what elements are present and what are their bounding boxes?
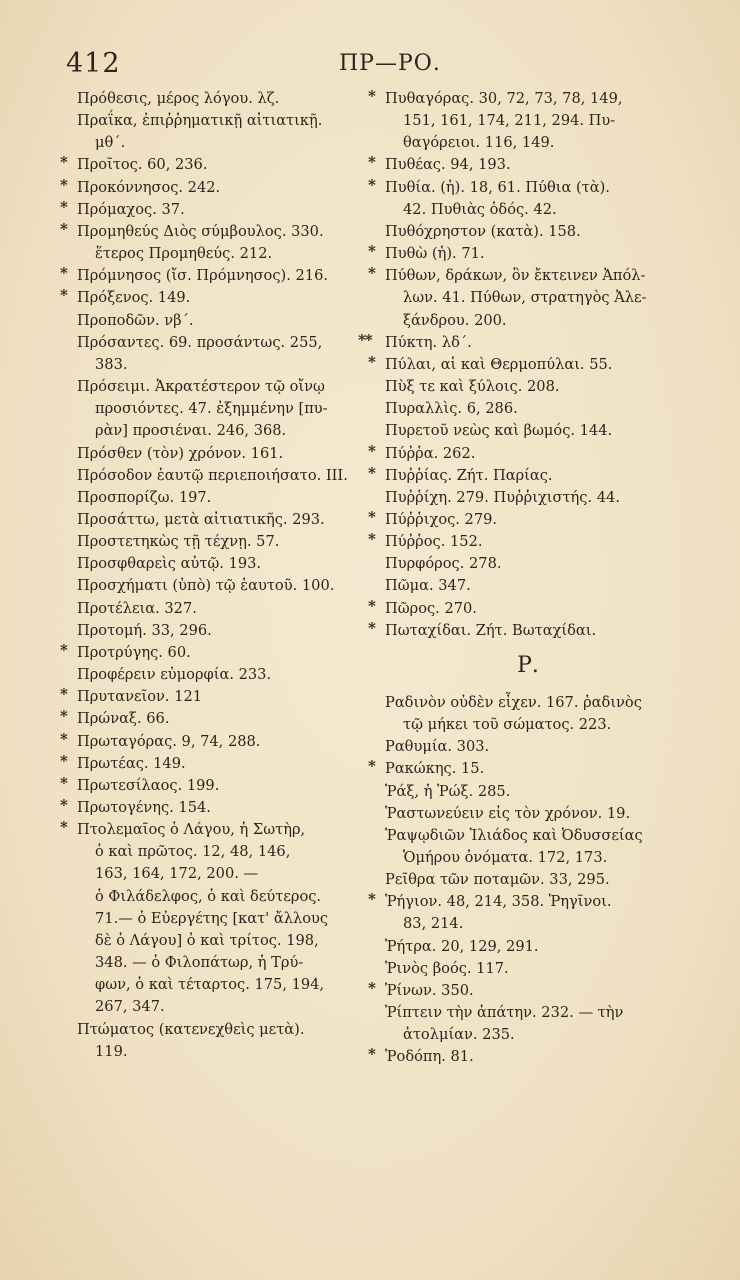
entry-headword-line: Πυθὼ (ἡ). 71.: [385, 245, 485, 263]
index-entry: [368, 265, 688, 331]
entry-headword-line: Πτολεμαῖος ὁ Λάγου, ἡ Σωτὴρ,: [77, 821, 306, 839]
entry-headword-line: Πρόθεσις, μέρος λόγου. λζ.: [77, 90, 280, 107]
asterisk-marker: *: [368, 242, 376, 261]
entry-headword-line: Προτρύγης. 60.: [77, 643, 191, 661]
index-entry: [358, 330, 688, 354]
index-entry: [368, 1046, 688, 1068]
entry-continuation-line: ξάνδρου. 200.: [403, 311, 507, 329]
entry-headword-line: Προμηθεύς Διὸς σύμβουλος. 330.: [77, 222, 324, 240]
entry-headword-line: Πυρετοῦ νεὼς καὶ βωμός. 144.: [385, 422, 613, 440]
entry-headword-line: Ῥαστωνεύειν εἰς τὸν χρόνον. 19.: [385, 804, 631, 822]
index-entry: [60, 664, 360, 686]
entry-headword-line: Πρόσαντες. 69. προσάντως. 255,: [77, 333, 323, 351]
asterisk-marker: *: [60, 153, 68, 172]
index-entry: [368, 1002, 688, 1046]
asterisk-marker: *: [60, 219, 68, 238]
asterisk-marker: *: [368, 1045, 376, 1064]
asterisk-marker: *: [60, 197, 68, 216]
entry-headword-line: Πυθέας. 94, 193.: [385, 156, 511, 174]
entry-continuation-line: τῷ μήκει τοῦ σώματος. 223.: [403, 716, 612, 734]
entry-headword-line: Πρωταγόρας. 9, 74, 288.: [77, 732, 261, 750]
running-head: ΠΡ—ΡΟ.: [339, 51, 441, 76]
index-entry: [368, 958, 688, 980]
index-entry: [60, 376, 360, 442]
index-entry: [60, 620, 360, 642]
asterisk-marker: *: [368, 596, 376, 615]
index-entry: [60, 110, 360, 154]
index-entry: [368, 758, 688, 780]
entry-continuation-line: 71.— ὁ Εὐεργέτης [κατ' ἄλλους: [95, 909, 329, 927]
entry-headword-line: Πρόξενος. 149.: [77, 289, 191, 307]
index-entry: [60, 177, 360, 199]
index-entry: [368, 487, 688, 509]
index-entry: [368, 781, 688, 803]
index-entry: [368, 736, 688, 758]
index-entry: [60, 598, 360, 620]
entry-headword-line: Πτώματος (κατενεχθεὶς μετὰ).: [77, 1020, 305, 1038]
entry-headword-line: Πρόσειμι. Ἀκρατέστερον τῷ οἴνῳ: [77, 378, 325, 396]
entry-headword-line: Πύλαι, αἱ καὶ Θερμοπύλαι. 55.: [385, 355, 613, 373]
asterisk-marker: *: [60, 640, 68, 659]
entry-headword-line: Ῥάξ, ἡ Ῥώξ. 285.: [385, 782, 511, 800]
index-entry: [368, 553, 688, 575]
index-entry: [60, 199, 360, 221]
index-entry: [368, 243, 688, 265]
index-entry: [368, 509, 688, 531]
index-entry: [60, 731, 360, 753]
entry-continuation-line: 267, 347.: [95, 998, 165, 1016]
asterisk-marker: *: [368, 618, 376, 637]
index-entry: [368, 177, 688, 221]
index-entry: [60, 154, 360, 176]
index-column-left: [60, 88, 360, 1063]
entry-headword-line: Πρωτογένης. 154.: [77, 799, 211, 816]
index-entry: [368, 465, 688, 487]
index-entry: [60, 642, 360, 664]
index-entry: [368, 221, 688, 243]
entry-headword-line: Προποδῶν. νβ΄.: [77, 311, 194, 329]
index-entry: [60, 553, 360, 575]
entry-headword-line: Ῥίνων. 350.: [385, 981, 474, 999]
index-entry: [60, 332, 360, 376]
entry-continuation-line: ἕτερος Προμηθεύς. 212.: [95, 245, 273, 263]
entry-headword-line: Προκόννησος. 242.: [77, 178, 221, 196]
entry-headword-line: Ῥοδόπη. 81.: [385, 1048, 474, 1066]
entry-headword-line: Πῶμα. 347.: [385, 577, 471, 595]
index-entry: [60, 1019, 360, 1063]
entry-headword-line: Ραδινὸν οὐδὲν εἶχεν. 167. ῥαδινὸς: [385, 693, 642, 711]
index-entry: [368, 620, 688, 642]
index-entry: [368, 869, 688, 891]
index-entry: [60, 265, 360, 287]
entry-headword-line: Πυθαγόρας. 30, 72, 73, 78, 149,: [385, 90, 623, 107]
index-entry: [60, 465, 360, 487]
entry-headword-line: Ραθυμία. 303.: [385, 738, 490, 756]
asterisk-marker: *: [60, 773, 68, 792]
entry-headword-line: Πύθων, δράκων, ὃν ἔκτεινεν Ἀπόλ-: [385, 267, 646, 285]
entry-headword-line: Πρυτανεῖον. 121: [77, 688, 203, 706]
entry-headword-line: Πρωτεσίλαος. 199.: [77, 776, 220, 794]
section-heading: Ρ.: [517, 652, 539, 678]
asterisk-marker: *: [60, 175, 68, 194]
entry-continuation-line: μθ΄.: [95, 134, 126, 152]
index-entry: [368, 376, 688, 398]
entry-headword-line: Προστετηκὼς τῇ τέχνῃ. 57.: [77, 533, 280, 551]
entry-headword-line: Ῥήγιον. 48, 214, 358. Ῥηγῖνοι.: [385, 893, 612, 911]
index-entry: [368, 891, 688, 935]
entry-headword-line: Πωταχίδαι. Ζήτ. Βωταχίδαι.: [385, 621, 597, 639]
asterisk-marker: *: [60, 818, 68, 837]
entry-headword-line: Πρόσοδον ἑαυτῷ περιεποιήσατο. III.: [77, 466, 348, 484]
asterisk-marker: *: [368, 757, 376, 776]
asterisk-marker: *: [60, 729, 68, 748]
entry-continuation-line: 42. Πυθιὰς ὁδός. 42.: [403, 200, 557, 218]
index-entry: [60, 221, 360, 265]
index-entry: [368, 980, 688, 1002]
entry-continuation-line: ὁ καὶ πρῶτος. 12, 48, 146,: [95, 843, 291, 861]
entry-continuation-line: φων, ὁ καὶ τέταρτος. 175, 194,: [95, 976, 325, 994]
index-entry: [368, 88, 688, 154]
entry-continuation-line: θαγόρειοι. 116, 149.: [403, 134, 555, 152]
index-entry: [60, 708, 360, 730]
entry-headword-line: Πυῤῥίας. Ζήτ. Παρίας.: [385, 466, 553, 484]
entry-headword-line: Πύῤῥα. 262.: [385, 444, 476, 462]
entry-headword-line: Προσφθαρεὶς αὐτῷ. 193.: [77, 555, 262, 573]
index-entry: [368, 420, 688, 442]
asterisk-marker: *: [60, 685, 68, 704]
asterisk-marker: *: [368, 175, 376, 194]
index-entry: [368, 825, 688, 869]
index-entry: [60, 487, 360, 509]
index-entry: [368, 598, 688, 620]
asterisk-marker: *: [368, 264, 376, 283]
entry-headword-line: Πύῤῥιχος. 279.: [385, 510, 498, 528]
entry-headword-line: Πρώναξ. 66.: [77, 710, 170, 728]
index-column-right: [358, 87, 688, 1069]
entry-continuation-line: ὁ Φιλάδελφος, ὁ καὶ δεύτερος.: [95, 887, 322, 905]
asterisk-marker: *: [368, 530, 376, 549]
index-entry: [368, 936, 688, 958]
asterisk-marker: *: [368, 153, 376, 172]
entry-continuation-line: ἀτολμίαν. 235.: [403, 1026, 515, 1044]
entry-headword-line: Προτέλεια. 327.: [77, 599, 197, 617]
entry-continuation-line: δὲ ὁ Λάγου] ὁ καὶ τρίτος. 198,: [95, 931, 319, 949]
entry-continuation-line: προσιόντες. 47. ἐξημμένην [πυ-: [95, 400, 328, 418]
asterisk-marker: *: [368, 87, 376, 105]
entry-continuation-line: λων. 41. Πύθων, στρατηγὸς Ἀλε-: [403, 289, 647, 307]
entry-headword-line: Ῥινὸς βοός. 117.: [385, 959, 509, 977]
entry-headword-line: Πρόμνησος (ἴσ. Πρόμνησος). 216.: [77, 267, 328, 285]
page-header: [66, 48, 686, 80]
asterisk-marker: *: [368, 890, 376, 909]
index-entry: [60, 575, 360, 597]
index-entry: [60, 753, 360, 775]
entry-headword-line: Ῥίπτειν τὴν ἀπάτην. 232. — τὴν: [385, 1004, 624, 1022]
asterisk-marker: *: [368, 507, 376, 526]
entry-headword-line: Πύῤῥος. 152.: [385, 533, 483, 551]
entry-headword-line: Προσπορίζω. 197.: [77, 488, 212, 506]
entry-headword-line: Πύκτη. λδ΄.: [385, 333, 472, 351]
entry-headword-line: Πυθία. (ἡ). 18, 61. Πύθια (τὰ).: [385, 178, 610, 196]
entry-continuation-line: 83, 214.: [403, 915, 464, 933]
asterisk-marker: *: [60, 264, 68, 283]
asterisk-marker: **: [358, 330, 372, 349]
index-entry: [60, 775, 360, 797]
asterisk-marker: *: [60, 751, 68, 770]
asterisk-marker: *: [60, 286, 68, 305]
asterisk-marker: *: [368, 441, 376, 460]
entry-continuation-line: 119.: [95, 1042, 128, 1060]
entry-headword-line: Προσχήματι (ὑπὸ) τῷ ἑαυτοῦ. 100.: [77, 577, 335, 595]
entry-headword-line: Πυρφόρος. 278.: [385, 555, 502, 573]
index-entry: [368, 398, 688, 420]
entry-continuation-line: 348. — ὁ Φιλοπάτωρ, ἡ Τρύ-: [95, 954, 304, 972]
index-entry: [368, 575, 688, 597]
entry-headword-line: Ρακώκης. 15.: [385, 760, 485, 778]
entry-headword-line: Πυῤῥίχη. 279. Πυῤῥιχιστής. 44.: [385, 488, 620, 506]
entry-continuation-line: ρὰν] προσιέναι. 246, 368.: [95, 422, 287, 440]
asterisk-marker: *: [60, 796, 68, 814]
entry-headword-line: Προσάττω, μετὰ αἰτιατικῆς. 293.: [77, 510, 325, 528]
asterisk-marker: *: [368, 352, 376, 371]
index-entry: [60, 287, 360, 309]
entry-headword-line: Ρεῖθρα τῶν ποταμῶν. 33, 295.: [385, 871, 610, 889]
page-number: 412: [66, 48, 121, 79]
index-entry: [368, 692, 688, 736]
entry-headword-line: Πρωτέας. 149.: [77, 754, 186, 772]
index-entry: [368, 803, 688, 825]
entry-headword-line: Πῶρος. 270.: [385, 599, 477, 617]
asterisk-marker: *: [368, 978, 376, 997]
index-entry: [60, 88, 360, 110]
index-entry: [60, 686, 360, 708]
entry-headword-line: Ῥαψῳδιῶν Ἰλιάδος καὶ Ὀδυσσείας: [385, 826, 643, 844]
entry-continuation-line: 163, 164, 172, 200. —: [95, 865, 259, 883]
index-entry: [368, 154, 688, 176]
entry-headword-line: Προφέρειν εὐμορφία. 233.: [77, 666, 272, 684]
entry-headword-line: Πυραλλὶς. 6, 286.: [385, 400, 518, 418]
index-entry: [60, 797, 360, 819]
index-entry: [368, 354, 688, 376]
entry-continuation-line: 151, 161, 174, 211, 294. Πυ-: [403, 112, 616, 130]
entry-headword-line: Ῥήτρα. 20, 129, 291.: [385, 937, 539, 955]
entry-continuation-line: Ὁμήρου ὀνόματα. 172, 173.: [403, 849, 608, 866]
asterisk-marker: *: [368, 463, 376, 482]
index-entry: [60, 443, 360, 465]
index-entry: [60, 310, 360, 332]
entry-headword-line: Πὺξ τε καὶ ξύλοις. 208.: [385, 378, 560, 396]
entry-headword-line: Προτομή. 33, 296.: [77, 621, 212, 639]
entry-headword-line: Προῖτος. 60, 236.: [77, 156, 208, 174]
entry-headword-line: Πρόμαχος. 37.: [77, 200, 185, 218]
index-entry: [60, 819, 360, 1018]
index-entry: [60, 509, 360, 531]
index-entry: [368, 443, 688, 465]
asterisk-marker: *: [60, 707, 68, 726]
index-entry: [60, 531, 360, 553]
entry-continuation-line: 383.: [95, 355, 128, 373]
entry-headword-line: Πυθόχρηστον (κατὰ). 158.: [385, 222, 581, 240]
entry-headword-line: Πρόσθεν (τὸν) χρόνον. 161.: [77, 444, 284, 462]
index-entry: [368, 531, 688, 553]
entry-headword-line: Πραΐκα, ἐπιῤῥηματικῇ αἰτιατικῇ.: [77, 112, 323, 130]
